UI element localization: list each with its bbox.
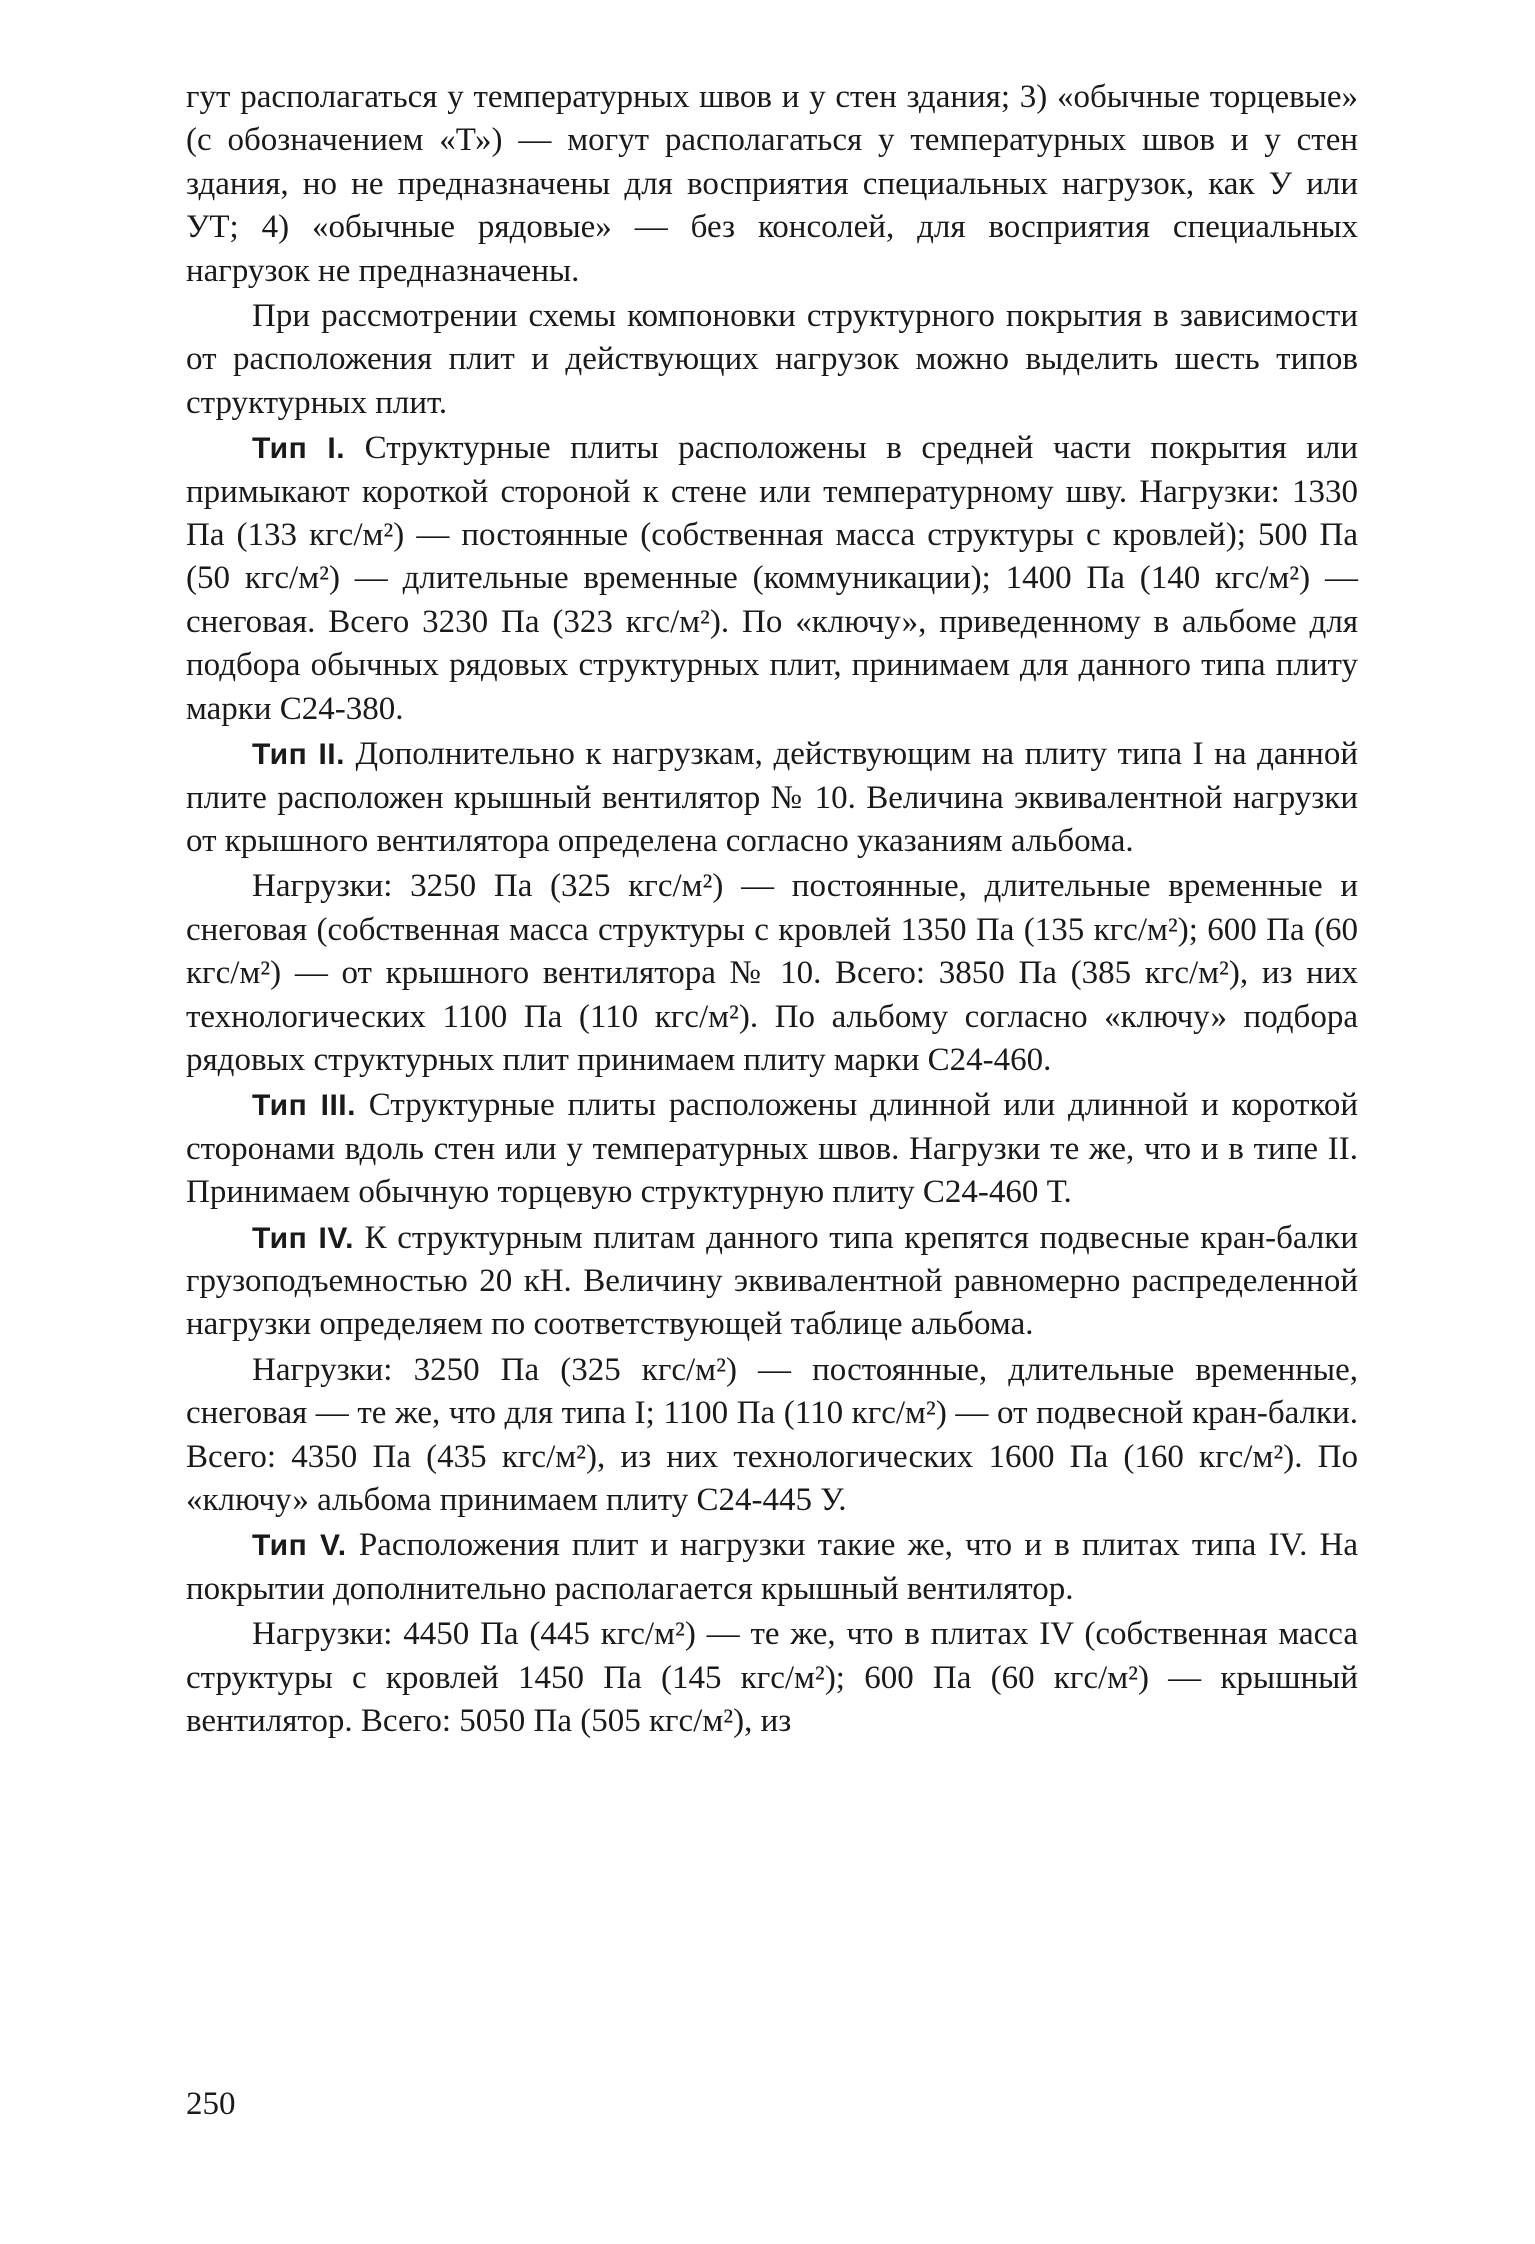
paragraph-text: Нагрузки: 3250 Па (325 кгс/м²) — постоянные, длительные временные, снеговая — те же, что для типа I; 1100 Па (110 кгс/м²) — от подвесной кран-балки. Всего: 4350 Па (435 кгс/м²), из них технологических 1600 Па (160 кгс/м²). По «ключу» альбома принимаем плиту С24-445 У. — [186, 1351, 1358, 1518]
paragraph-type-5-loads — [186, 1613, 1358, 1743]
paragraph-text: Расположения плит и нагрузки такие же, что и в плитах типа IV. На покрытии дополнительно располагается крышный вентилятор. — [186, 1527, 1358, 1607]
paragraph-type-4 — [186, 1217, 1358, 1347]
paragraph-continuation — [186, 76, 1358, 293]
paragraph-text: Дополнительно к нагрузкам, действующим на плиту типа I на данной плите расположен крышный вентилятор № 10. Величина эквивалентной нагрузки от крышного вентилятора определена согласно указаниям альбома. — [186, 736, 1359, 859]
paragraph-type-5 — [186, 1524, 1358, 1611]
paragraph-type-1 — [186, 427, 1358, 731]
paragraph-text: Структурные плиты расположены в средней части покрытия или примыкают короткой стороной к стене или температурному шву. Нагрузки: 1330 Па (133 кгс/м²) — постоянные (собственная масса структуры с кровлей); 500 Па (50 кгс/м²) — длительные временные (коммуникации); 1400 Па (140 кгс/м²) — снеговая. Всего 3230 Па (323 кгс/м²). По «ключу», приведенному в альбоме для подбора обычных рядовых структурных плит, принимаем для данного типа плиту марки С24-380. — [186, 430, 1358, 727]
paragraph-intro — [186, 295, 1358, 425]
paragraph-text: Нагрузки: 4450 Па (445 кгс/м²) — те же, что в плитах IV (собственная масса структуры с кровлей 1450 Па (145 кгс/м²); 600 Па (60 кгс/м²) — крышный вентилятор. Всего: 5050 Па (505 кгс/м²), из — [186, 1616, 1358, 1740]
type-label: Тип IV. — [252, 1221, 354, 1255]
paragraph-text: К структурным плитам данного типа крепятся подвесные кран-балки грузоподъемностью 20 кН. Величину эквивалентной равномерно распределенной нагрузки определяем по соответствующей таблице альбома. — [186, 1219, 1358, 1343]
paragraph-type-3 — [186, 1084, 1358, 1214]
paragraph-text: гут располагаться у температурных швов и у стен здания; 3) «обычные торцевые» (с обозначением «Т») — могут располагаться у температурных швов и у стен здания, но не предназначены для восприятия специальных нагрузок, как У или УТ; 4) «обычные рядовые» — без консолей, для восприятия специальных нагрузок не предназначены. — [186, 79, 1358, 289]
page-body — [186, 76, 1358, 1745]
paragraph-text: Нагрузки: 3250 Па (325 кгс/м²) — постоянные, длительные временные и снеговая (собственная масса структуры с кровлей 1350 Па (135 кгс/м²); 600 Па (60 кгс/м²) — от крышного вентилятора № 10. Всего: 3850 Па (385 кгс/м²), из них технологических 1100 Па (110 кгс/м²). По альбому согласно «ключу» подбора рядовых структурных плит принимаем плиту марки С24-460. — [186, 868, 1358, 1078]
type-label: Тип I. — [252, 432, 346, 466]
paragraph-text: При рассмотрении схемы компоновки структурного покрытия в зависимости от расположения плит и действующих нагрузок можно выделить шесть типов структурных плит. — [186, 298, 1358, 421]
paragraph-type-2-loads — [186, 865, 1358, 1082]
paragraph-type-2 — [186, 733, 1358, 863]
type-label: Тип II. — [252, 738, 345, 772]
type-label: Тип III. — [252, 1089, 356, 1123]
paragraph-type-4-loads — [186, 1349, 1358, 1523]
page-number: 250 — [186, 2086, 236, 2122]
type-label: Тип V. — [252, 1529, 347, 1563]
paragraph-text: Структурные плиты расположены длинной или длинной и короткой сторонами вдоль стен или у температурных швов. Нагрузки те же, что и в типе II. Принимаем обычную торцевую структурную плиту С24-460 Т. — [186, 1087, 1358, 1211]
